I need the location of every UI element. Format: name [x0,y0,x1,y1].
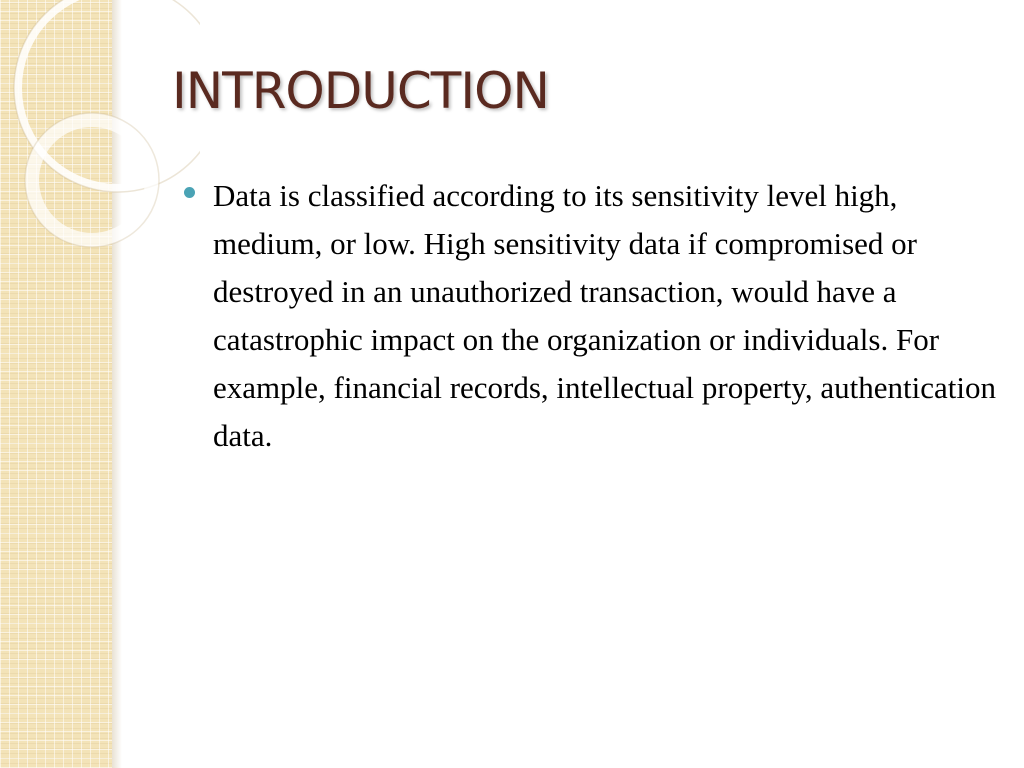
bullet-text: Data is classified according to its sensitivity level high, medium, or low. High sensitivity data if compromised or destroyed in an unauthorized transaction, would have a catastrophic impact on the organization or individuals. For example, financial records, intellectual property, authentication data. [213,178,996,453]
slide-title: INTRODUCTION [172,62,549,120]
decorative-rings [0,0,200,260]
bullet-item [182,172,997,460]
round-bullet-icon [184,187,195,198]
lower-ring-outline [25,113,159,247]
lower-ring [32,120,152,240]
bullet-list [182,172,997,460]
